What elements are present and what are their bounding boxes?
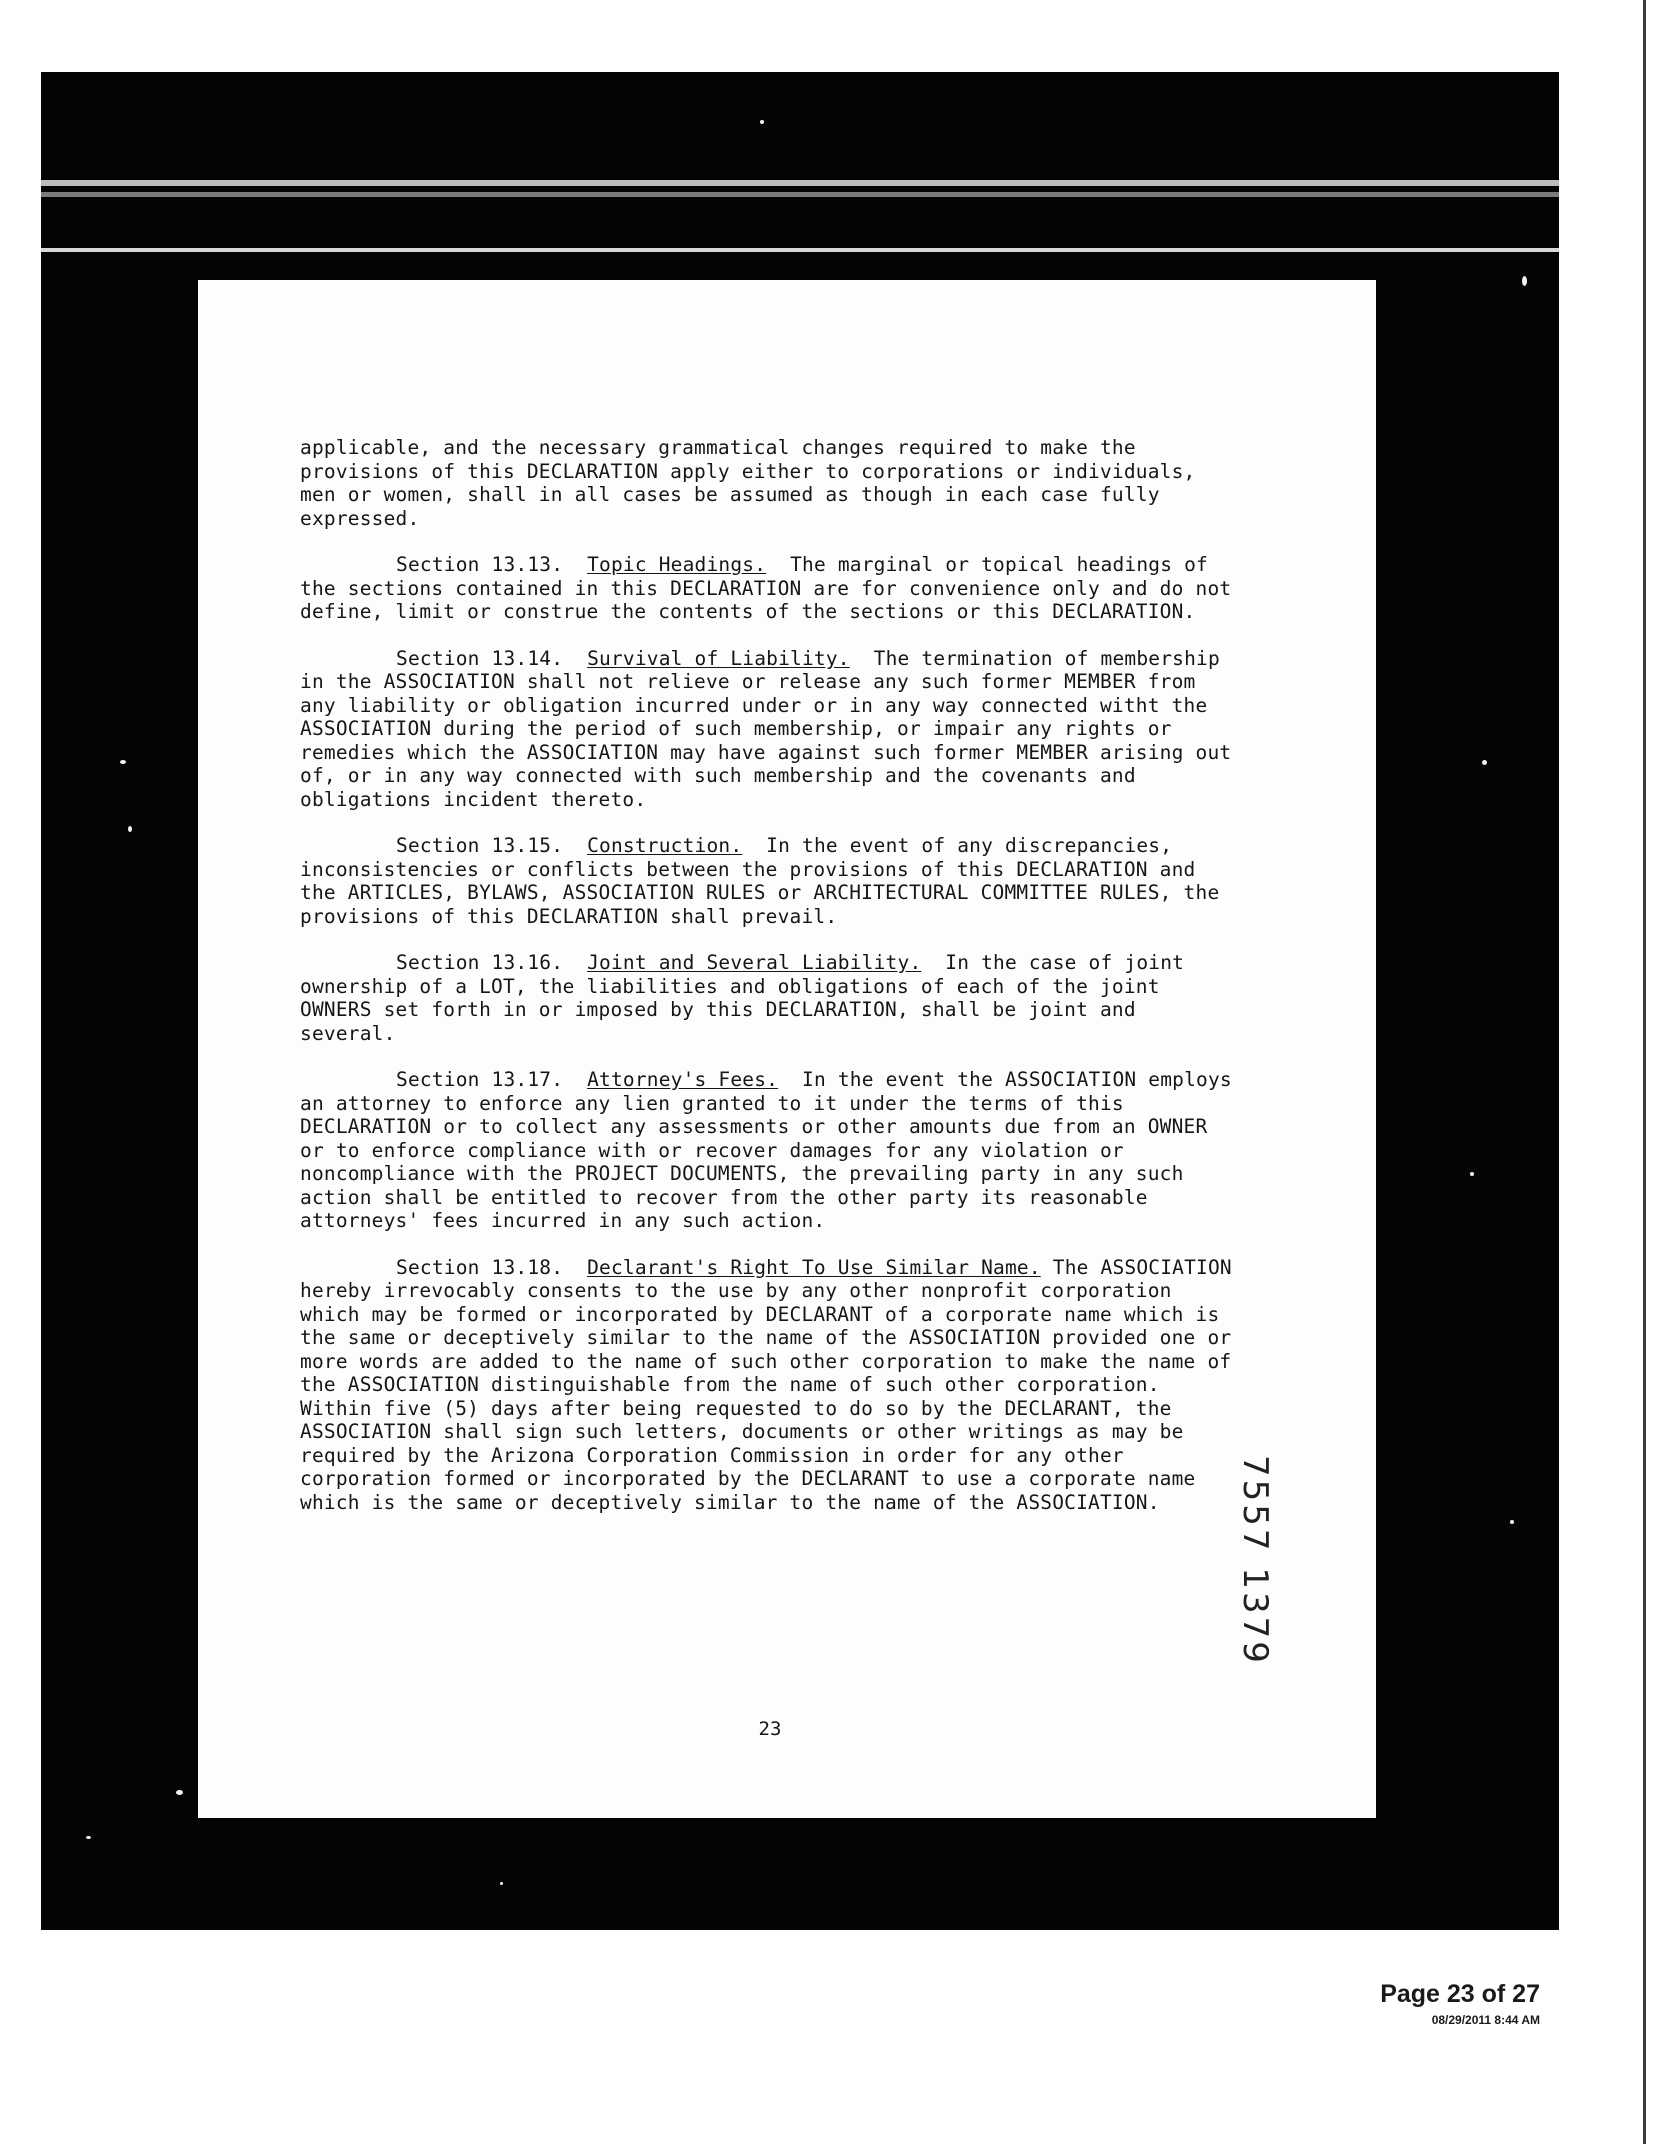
viewer-timestamp: 08/29/2011 8:44 AM — [1431, 2013, 1540, 2027]
document-body — [300, 436, 1244, 1537]
scan-artifact-stripe — [41, 248, 1559, 252]
section-13-18 — [300, 1255, 1244, 1515]
section-number: Section 13.13. — [396, 553, 564, 576]
scan-speck — [500, 1882, 503, 1885]
scan-speck — [1510, 1520, 1514, 1524]
section-13-13 — [300, 553, 1244, 624]
section-number: Section 13.18. — [396, 1255, 564, 1279]
sheet-edge-rule — [1643, 0, 1646, 2144]
scan-artifact-stripe — [41, 180, 1559, 186]
scan-speck — [120, 760, 126, 764]
section-number: Section 13.16. — [396, 951, 564, 974]
section-text: In the event the ASSOCIATION employs an attorney to enforce any lien granted to it under the terms of this DECLARATION or to collect any assessments or other amounts due from an OWNER or to enforce compliance with or recover damages for any violation or noncompliance with the PROJECT DOCUMENTS, the prevailing party in any such action shall be entitled to recover from the other party its reasonable attorneys' fees incurred in any such action. — [300, 1068, 1244, 1232]
section-text: In the case of joint ownership of a LOT, the liabilities and obligations of each of the joint OWNERS set forth in or imposed by this DECLARATION, shall be joint and several. — [300, 951, 1197, 1045]
scan-speck — [1470, 1172, 1474, 1176]
section-text: The marginal or topical headings of the sections contained in this DECLARATION are for convenience only and do not define, limit or construe the contents of the sections or this DECLARATION. — [300, 553, 1244, 623]
scan-speck — [1482, 760, 1487, 765]
paragraph-text: applicable, and the necessary grammatical changes required to make the provisions of this DECLARATION apply either to corporations or individuals, men or women, shall in all cases be assumed as though in each case fully expressed. — [300, 436, 1208, 530]
section-13-15 — [300, 834, 1240, 928]
section-heading: Declarant's Right To Use Similar Name. — [587, 1255, 1041, 1279]
viewer-page-counter: Page 23 of 27 — [1380, 1980, 1540, 2008]
scan-speck — [86, 1836, 91, 1839]
section-heading: Attorney's Fees. — [587, 1068, 779, 1091]
section-number: Section 13.15. — [396, 834, 564, 857]
scan-artifact-stripe — [41, 192, 1559, 197]
section-13-14 — [300, 646, 1244, 812]
section-13-16 — [300, 951, 1240, 1045]
section-text: The ASSOCIATION hereby irrevocably consents to the use by any other nonprofit corporation which may be formed or incorporated by DECLARANT of a corporate name which is the same or deceptively similar to the name of the ASSOCIATION provided one or more words are added to the name of such other corporation to make the name of the ASSOCIATION distinguishable from the name of such other corporation. Within five (5) days after being requested to do so by the DECLARANT, the ASSOCIATION shall sign such letters, documents or other writings as may be required by the Arizona Corporation Commission in order for any other corporation formed or incorporated by the DECLARANT to use a corporate name which is the same or deceptively similar to the name of the ASSOCIATION. — [300, 1255, 1244, 1514]
section-text: The termination of membership in the ASSOCIATION shall not relieve or release any such former MEMBER from any liability or obligation incurred under or in any way connected witht the ASSOCIATION during the period of such membership, or impair any rights or remedies which the ASSOCIATION may have against such former MEMBER arising out of, or in any way connected with such membership and the covenants and obligations incident thereto. — [300, 646, 1244, 811]
section-number: Section 13.17. — [396, 1068, 564, 1091]
scan-speck — [760, 120, 764, 124]
section-heading: Joint and Several Liability. — [587, 951, 922, 974]
section-text: In the event of any discrepancies, inconsistencies or conflicts between the provisions of this DECLARATION and the ARTICLES, BYLAWS, ASSOCIATION RULES or ARCHITECTURAL COMMITTEE RULES, the provisions of this DECLARATION shall prevail. — [300, 834, 1232, 928]
scan-speck — [128, 826, 132, 832]
paragraph — [300, 436, 1240, 530]
section-heading: Topic Headings. — [587, 553, 767, 576]
recording-stamp: 7557 1379 — [1235, 1455, 1275, 1666]
scan-speck — [176, 1790, 183, 1795]
scan-speck — [1522, 276, 1527, 286]
section-heading: Survival of Liability. — [587, 646, 850, 670]
page-number: 23 — [758, 1718, 782, 1740]
section-number: Section 13.14. — [396, 646, 564, 670]
section-heading: Construction. — [587, 834, 743, 857]
section-13-17 — [300, 1068, 1244, 1233]
